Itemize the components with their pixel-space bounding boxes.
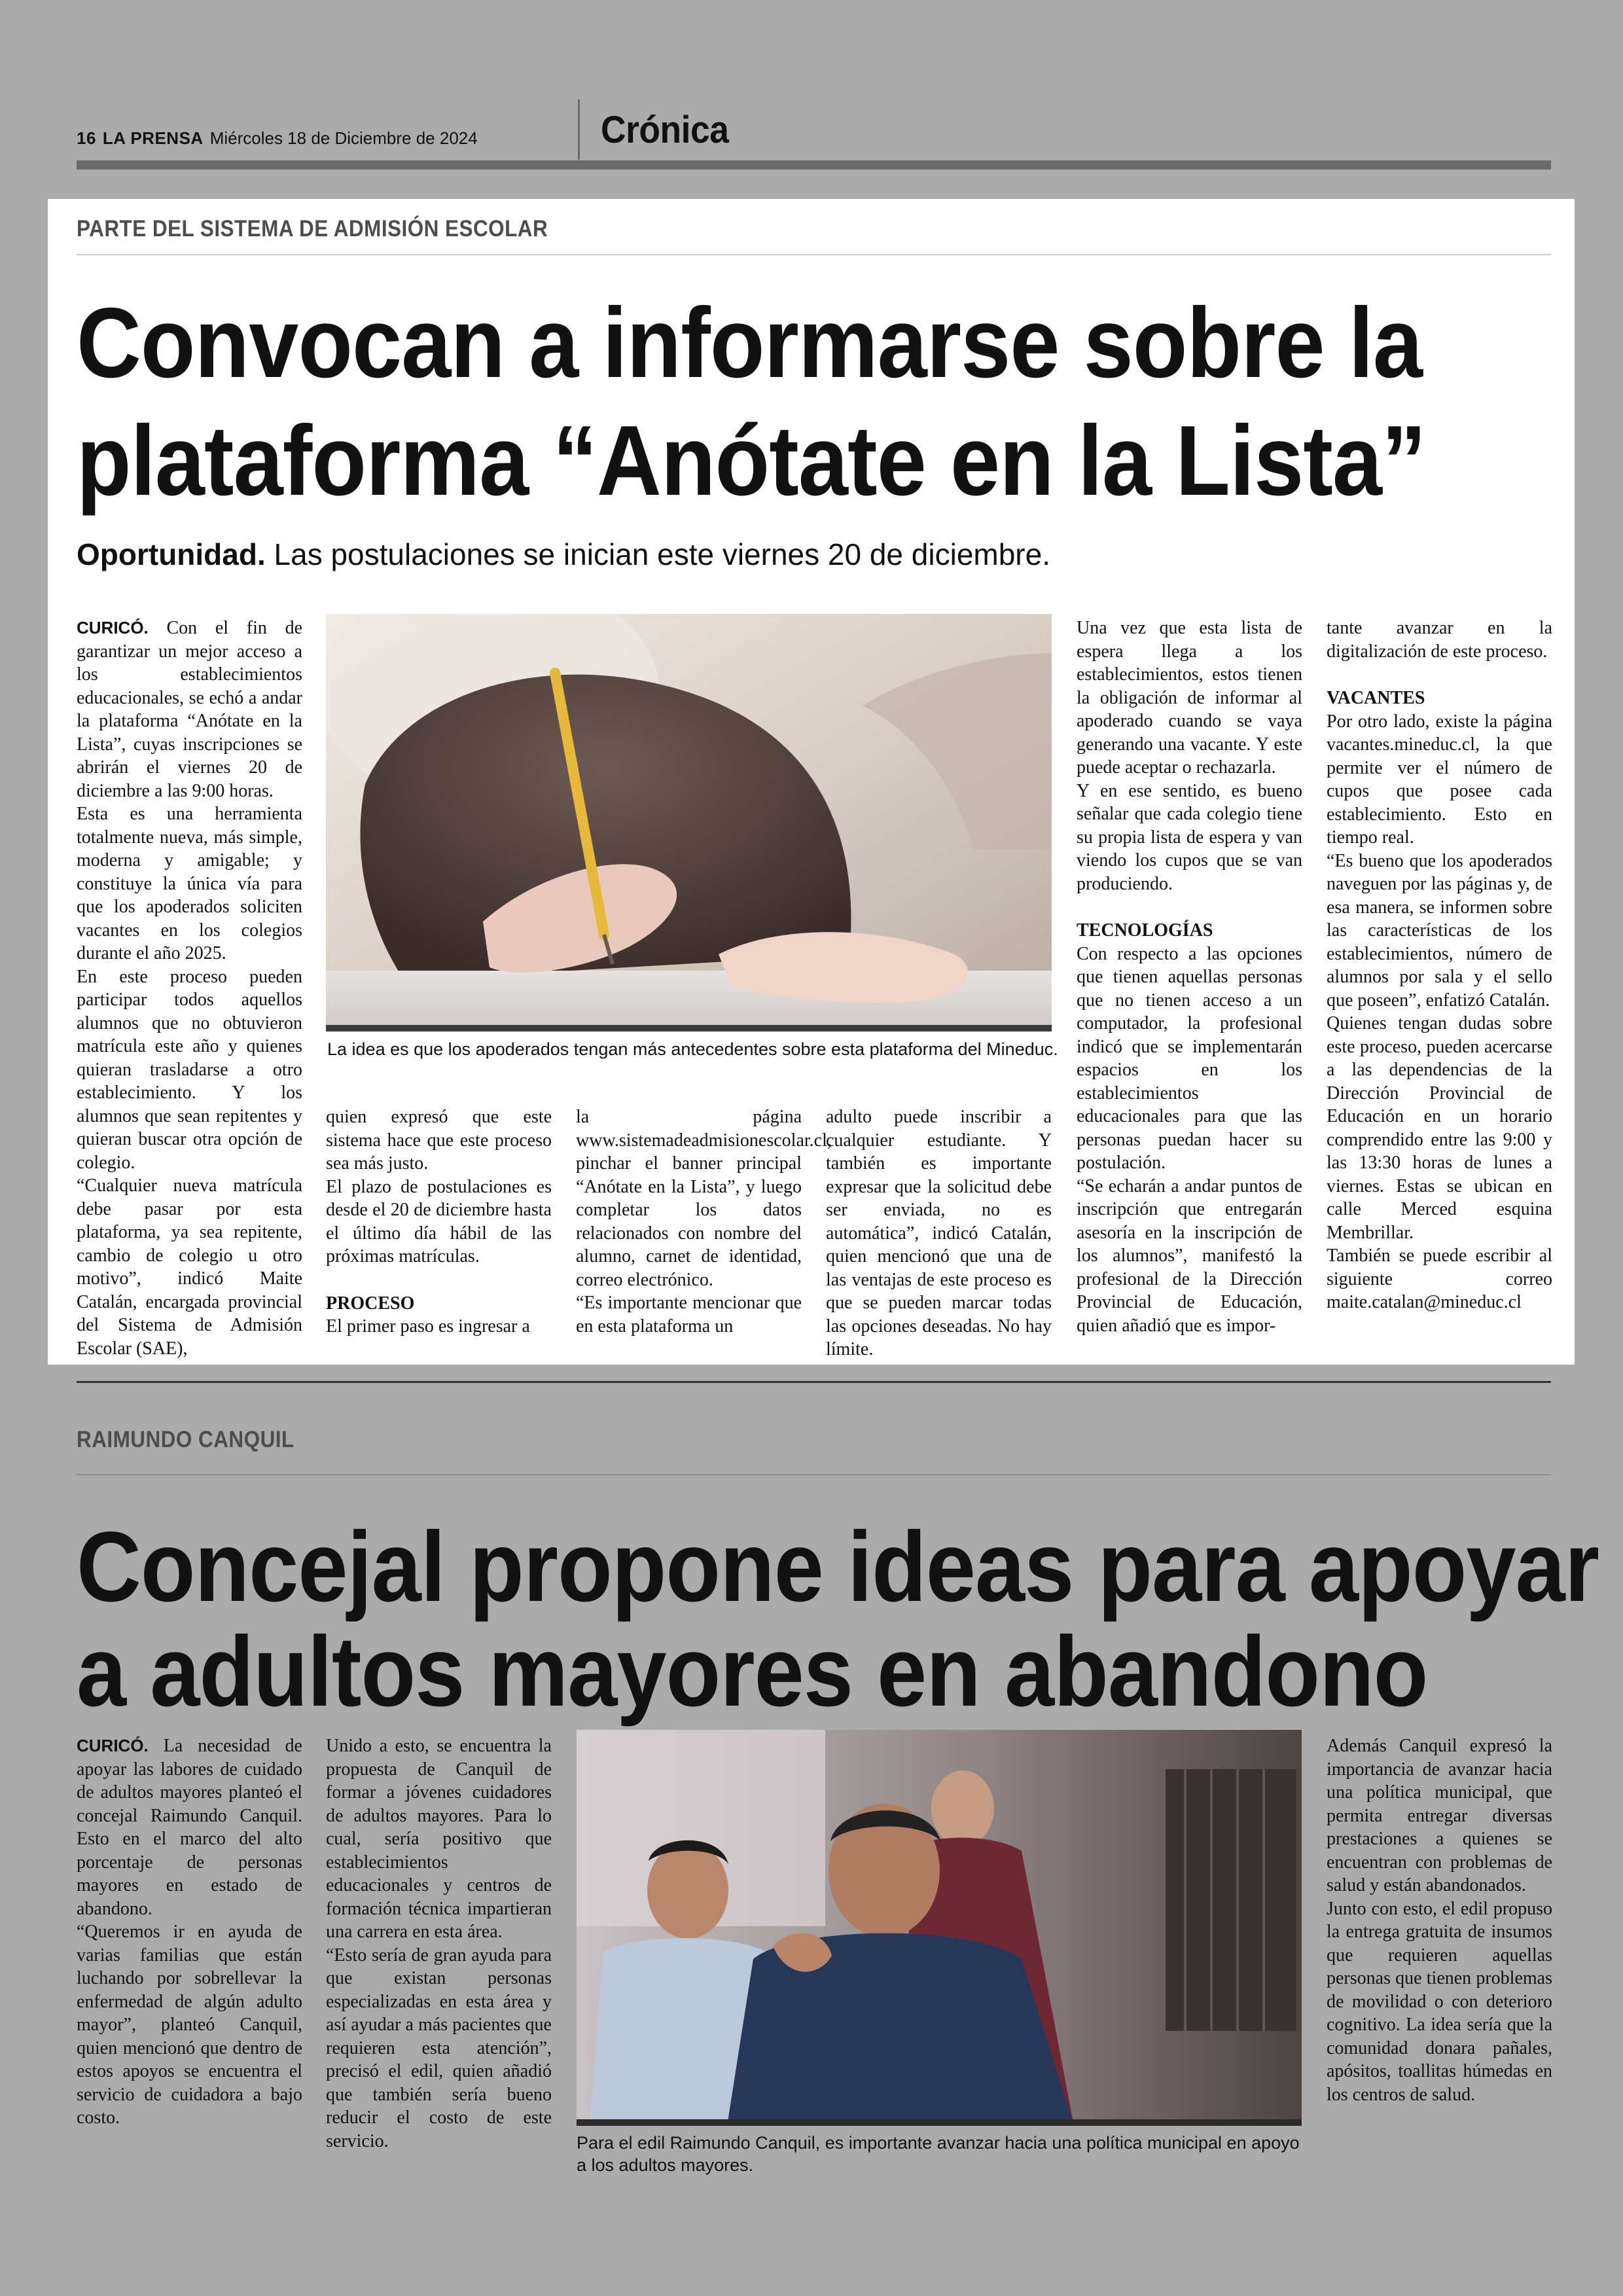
article-separator-rule <box>77 1381 1551 1383</box>
paragraph: Con respecto a las opciones que tienen aquellas personas que no tienen acceso a un computador, la profesional indicó que se implementarán espacios en los establecimientos educacionales para que las personas puedan hacer su postulación. <box>1077 943 1302 1173</box>
paragraph: La necesidad de apoyar las labores de cuidado de adultos mayores planteó el concejal Raimundo Canquil. Esto en el marco del alto porcentaje de personas mayores en estado de abandono. <box>77 1736 302 1919</box>
dateline: CURICÓ. <box>77 1736 149 1755</box>
paragraph: “Esto sería de gran ayuda para que existan personas especializadas en esta área y así ayudar a más pacientes que requieren esta atención”, precisó el edil, quien añadió que también sería bueno reducir el costo de este servicio. <box>326 1945 552 2151</box>
article1-headline-line2: plataforma “Anótate en la Lista” <box>77 405 1426 516</box>
article1-deck-label: Oportunidad. <box>77 537 266 571</box>
paragraph: Esta es una herramienta totalmente nueva, más simple, moderna y amigable; y constituye la única vía para que los apoderados soliciten vacantes en los colegios durante el año 2025. <box>77 804 302 963</box>
paragraph: El primer paso es ingresar a <box>326 1316 530 1336</box>
header-divider <box>578 99 580 160</box>
page-folio <box>77 128 478 149</box>
newspaper-name: LA PRENSA <box>102 128 204 148</box>
header-rule <box>77 160 1551 170</box>
article1-column-2 <box>326 1105 552 1338</box>
issue-date: Miércoles 18 de Diciembre de 2024 <box>209 128 478 148</box>
article2-kicker: RAIMUNDO CANQUIL <box>77 1427 294 1452</box>
paragraph: “Se echarán a andar puntos de inscripción que entregarán asesoría en la inscripción de los alumnos”, manifestó la profesional de la Dirección Provincial de Educación, quien añadió que es impor- <box>1077 1175 1302 1336</box>
article2-headline-line1: Concejal propone ideas para apoyar <box>77 1511 1599 1623</box>
subhead-vacantes: VACANTES <box>1327 688 1425 708</box>
paragraph: “Es bueno que los apoderados naveguen por las páginas y, de esa manera, se informen sobre las características de los establecimientos, número de alumnos por sala y el sello que poseen”, enfatizó Catalán. <box>1327 850 1552 1011</box>
paragraph: Junto con esto, el edil propuso la entrega gratuita de insumos que requieren aquellas personas que tienen problemas de movilidad o con deterioro cognitivo. La idea sería que la comunidad donara pañales, apósitos, toallitas húmedas en los centros de salud. <box>1327 1898 1552 2105</box>
article2-column-1 <box>77 1734 302 2130</box>
paragraph: En este proceso pueden participar todos aquellos alumnos que no obtuvieron matrícula este año y quienes quieran trasladarse a otro establecimiento. Y los alumnos que sean repitentes y quieran buscar otra opción de colegio. <box>77 966 302 1173</box>
article1-photo-caption: La idea es que los apoderados tengan más antecedentes sobre esta plataforma del Mineduc. <box>327 1039 1058 1059</box>
article1-column-3 <box>576 1105 832 1338</box>
article2-photo <box>577 1730 1302 2126</box>
paragraph: “Es importante mencionar que en esta plataforma un <box>576 1293 802 1336</box>
paragraph: quien expresó que este sistema hace que este proceso sea más justo. <box>326 1107 552 1174</box>
article2-photo-caption: Para el edil Raimundo Canquil, es importante avanzar hacia una política municipal en apoyo a los adultos mayores. <box>577 2133 1300 2175</box>
article1-column-4 <box>826 1105 1052 1361</box>
dateline: CURICÓ. <box>77 618 149 637</box>
paragraph: Quienes tengan dudas sobre este proceso, pueden acercarse a las dependencias de la Dirección Provincial de Educación en un horario comprendido entre las 9:00 y las 13:30 horas de lunes a viernes. Estas se ubican en calle Merced esquina Membrillar. <box>1327 1013 1552 1243</box>
article1-kicker: PARTE DEL SISTEMA DE ADMISIÓN ESCOLAR <box>77 216 548 242</box>
paragraph: El plazo de postulaciones es desde el 20 de diciembre hasta el último día hábil de las próximas matrículas. <box>326 1176 552 1266</box>
article2-headline-line2: a adultos mayores en abandono <box>77 1616 1428 1727</box>
article2-kicker-rule <box>77 1474 1551 1475</box>
paragraph: También se puede escribir al siguiente correo maite.catalan@mineduc.cl <box>1327 1246 1552 1312</box>
paragraph: Con el fin de garantizar un mejor acceso a los establecimientos educacionales, se echó a andar la plataforma “Anótate en la Lista”, cuyas inscripciones se abrirán el viernes 20 de diciembre a las 9:00 horas. <box>77 618 302 801</box>
article1-headline-line1: Convocan a informarse sobre la <box>77 287 1423 399</box>
student-writing-photo <box>326 614 1052 1031</box>
article2-column-2 <box>326 1734 552 2153</box>
subhead-proceso: PROCESO <box>326 1293 415 1314</box>
article1-column-5 <box>1077 617 1302 1337</box>
subhead-tecnologias: TECNOLOGÍAS <box>1077 920 1213 941</box>
paragraph: “Queremos ir en ayuda de varias familias que están luchando por sobrellevar la enfermedad de algún adulto mayor”, planteó Canquil, quien mencionó que dentro de estos apoyos se encuentra el servicio de cuidadora a bajo costo. <box>77 1922 302 2128</box>
paragraph: Y en ese sentido, es bueno señalar que cada colegio tiene su propia lista de espera y van viendo los cupos que se van produciendo. <box>1077 780 1302 894</box>
paragraph: “Cualquier nueva matrícula debe pasar por esta plataforma, ya sea repitente, cambio de colegio u otro motivo”, indicó Maite Catalán, encargada provincial del Sistema de Admisión Escolar (SAE), <box>77 1175 302 1359</box>
article1-deck <box>77 537 1050 572</box>
article1-deck-text: Las postulaciones se inician este viernes 20 de diciembre. <box>274 537 1050 571</box>
section-title: Crónica <box>601 109 729 151</box>
paragraph: Una vez que esta lista de espera llega a los establecimientos, estos tienen la obligación de informar al apoderado cuando se vaya generando una vacante. Y este puede aceptar o rechazarla. <box>1077 618 1302 778</box>
article2-column-3 <box>1327 1734 1552 2106</box>
paragraph: Unido a esto, se encuentra la propuesta de Canquil de formar a jóvenes cuidadores de adultos mayores. Para lo cual, sería positivo que establecimientos educacionales y centros de formación técnica impartieran una carrera en esta área. <box>326 1736 552 1942</box>
article1-photo <box>326 614 1052 1031</box>
paragraph: la página www.sistemadeadmisionescolar.cl, pinchar el banner principal “Anótate en la Lista”, y luego completar los datos relacionados con nombre del alumno, carnet de identidad, correo electrónico. <box>576 1107 832 1290</box>
council-member-photo <box>577 1730 1302 2126</box>
article1-column-1 <box>77 617 302 1360</box>
paragraph: tante avanzar en la digitalización de este proceso. <box>1327 618 1552 662</box>
article1-kicker-rule <box>77 254 1551 255</box>
paragraph: adulto puede inscribir a cualquier estudiante. Y también es importante expresar que la solicitud debe ser enviada, no es automática”, indicó Catalán, quien mencionó que una de las ventajas de este proceso es que se pueden marcar todas las opciones deseadas. No hay límite. <box>826 1107 1052 1359</box>
page-number: 16 <box>77 128 96 148</box>
article1-column-6 <box>1327 617 1552 1314</box>
paragraph: Además Canquil expresó la importancia de avanzar hacia una política municipal, que permita entregar diversas prestaciones a quienes se encuentran con problemas de salud y están abandonados. <box>1327 1736 1552 1895</box>
paragraph: Por otro lado, existe la página vacantes.mineduc.cl, la que permite ver el número de cupos que posee cada establecimiento. Esto en tiempo real. <box>1327 711 1552 848</box>
